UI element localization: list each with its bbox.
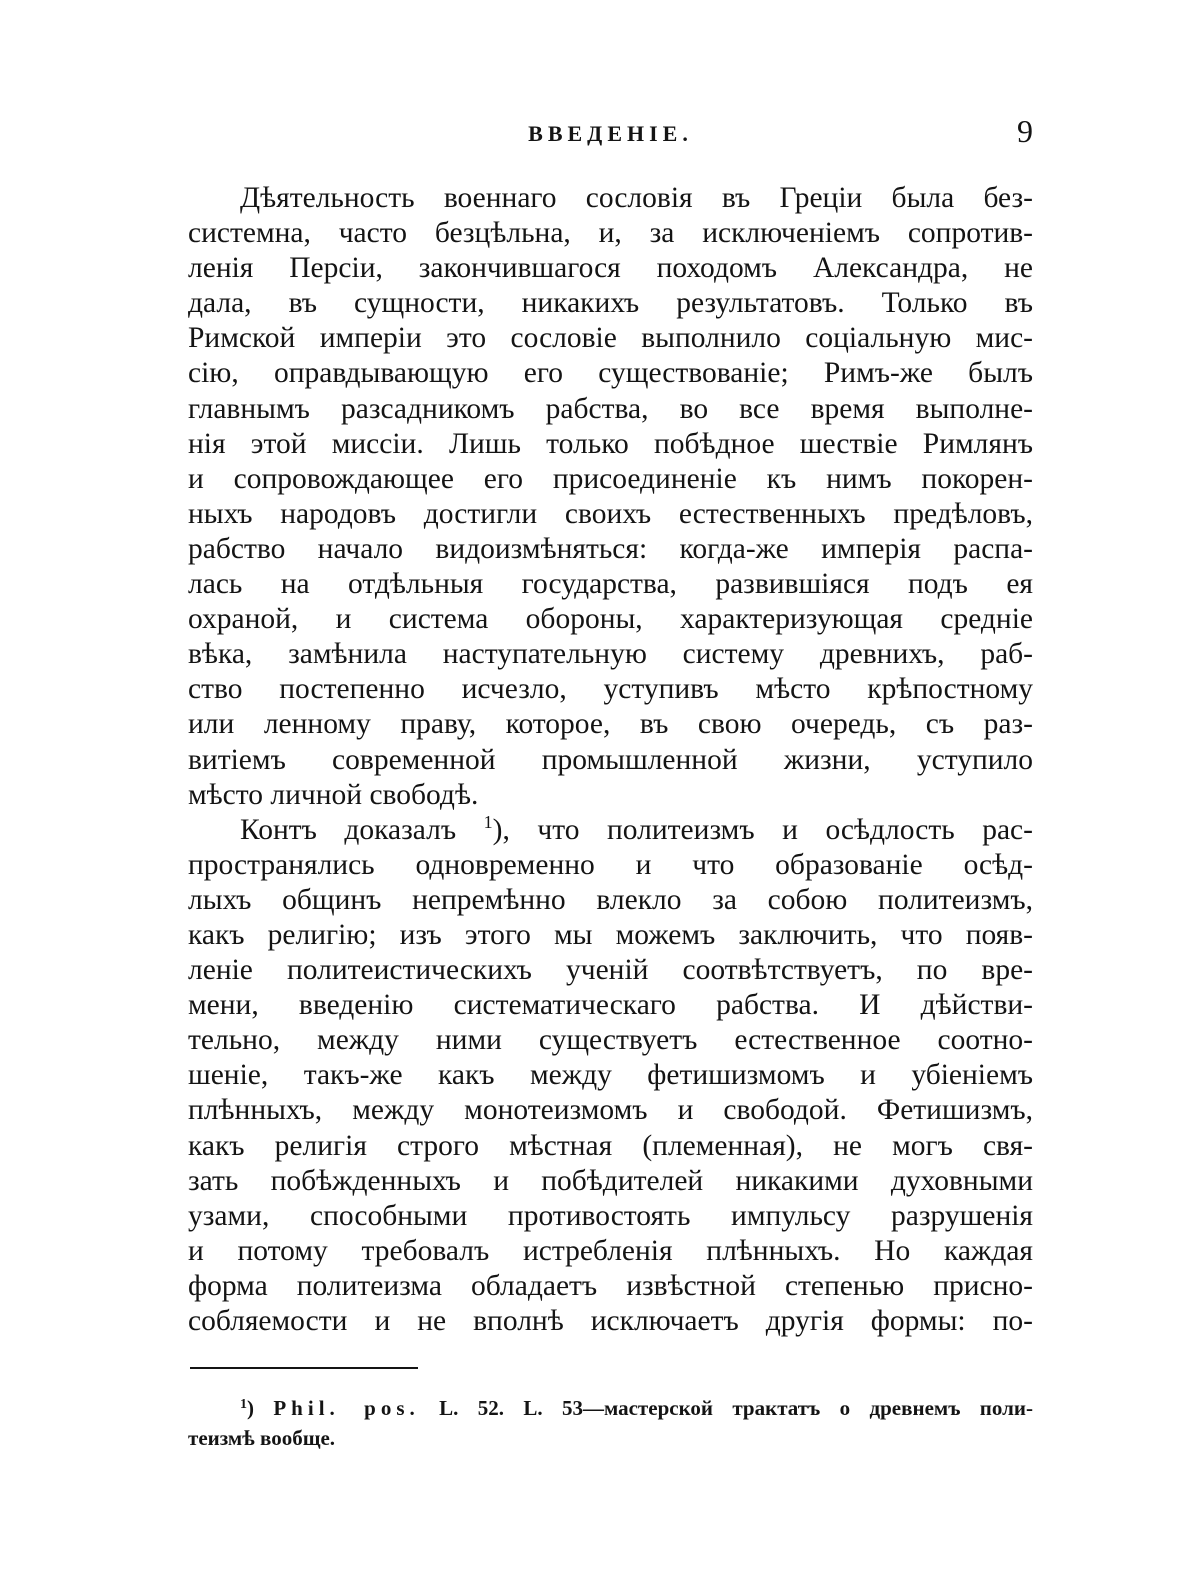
footnote-marker: $^1$) xyxy=(240,1396,274,1420)
footnote-line: теизмѣ вообще. xyxy=(188,1426,336,1450)
paragraph-line: и потому требовалъ истребленія плѣнныхъ. Но каждая xyxy=(188,1234,1033,1267)
paragraph-line: Дѣятельность военнаго сословія въ Греціи была без- xyxy=(240,182,1033,214)
paragraph-line: собляемости и не вполнѣ исключаетъ другія формы: по- xyxy=(188,1305,1033,1337)
footnote-source: Phil. pos. xyxy=(273,1396,420,1420)
paragraph-line: плѣнныхъ, между монотеизмомъ и свободой. Фетишизмъ, xyxy=(188,1094,1033,1127)
footnote-number: 1 xyxy=(240,1397,247,1412)
paragraph-line: форма политеизма обладаетъ извѣстной степенью присно- xyxy=(188,1269,1033,1302)
paragraph-line: дала, въ сущности, никакихъ результатовъ. Только въ xyxy=(188,287,1033,320)
paragraph-line: или ленному праву, которое, въ свою очередь, съ раз- xyxy=(188,708,1033,741)
running-head xyxy=(188,113,1033,153)
paragraph-line: леніе политеистическихъ ученій соотвѣтствуетъ, по вре- xyxy=(188,954,1033,987)
footnote-divider xyxy=(190,1367,418,1369)
paragraph-line: вѣка, замѣнила наступательную систему древнихъ, раб- xyxy=(188,638,1033,671)
paragraph-line: какъ религію; изъ этого мы можемъ заключить, что появ- xyxy=(188,918,1033,951)
paragraph-line: какъ религія строго мѣстная (племенная), не могъ свя- xyxy=(188,1129,1033,1162)
footnotes xyxy=(188,1393,1033,1453)
line-text: Контъ доказалъ xyxy=(240,813,484,846)
paragraph-line: узами, способными противостоять импульсу разрушенія xyxy=(188,1199,1033,1232)
running-title: ВВЕДЕНІЕ. xyxy=(528,121,693,146)
footnote-line xyxy=(188,1393,1033,1423)
paragraph-line: ныхъ народовъ достигли своихъ естественныхъ предѣловъ, xyxy=(188,497,1033,530)
paragraph-line: системна, часто безцѣльна, и, за исключеніемъ сопротив- xyxy=(188,217,1033,250)
paragraph-line: ство постепенно исчезло, уступивъ мѣсто крѣпостному xyxy=(188,673,1033,706)
line-text: ), что политеизмъ и осѣдлость рас- xyxy=(492,813,1033,846)
paragraph-line: Римской имперіи это сословіе выполнило соціальную мис- xyxy=(188,322,1033,355)
paragraph-line: мени, введенію систематическаго рабства. И дѣйстви- xyxy=(188,989,1033,1022)
footnote-reference: 1 xyxy=(483,812,493,832)
paragraph-line: тельно, между ними существуетъ естественное соотно- xyxy=(188,1024,1033,1057)
paragraph-line: главнымъ разсадникомъ рабства, во все время выполне- xyxy=(188,392,1033,425)
paragraph-line: лась на отдѣльныя государства, развившіяся подъ ея xyxy=(188,568,1033,601)
paragraph-line: мѣсто личной свободѣ. xyxy=(188,778,479,811)
paragraph-line: рабство начало видоизмѣняться: когда-же имперія распа- xyxy=(188,532,1033,565)
paragraph-line: лыхъ общинъ непремѣнно влекло за собою политеизмъ, xyxy=(188,883,1033,916)
footnote-text: L. 52. L. 53—мастерской трактатъ о древнемъ поли- xyxy=(419,1396,1033,1420)
paragraph-line: пространялись одновременно и что образованіе осѣд- xyxy=(188,848,1033,881)
paragraph-line: нія этой миссіи. Лишь только побѣдное шествіе Римлянъ xyxy=(188,427,1033,460)
paragraph-line-with-footnote-ref xyxy=(188,813,1033,848)
paragraph-line: и сопровождающее его присоединеніе къ нимъ покорен- xyxy=(188,462,1033,495)
paragraph-line: зать побѣжденныхъ и побѣдителей никакими духовными xyxy=(188,1164,1033,1197)
paragraph-line: охраной, и система обороны, характеризующая средніе xyxy=(188,603,1033,636)
page-number: 9 xyxy=(1017,113,1033,149)
paragraph-line: шеніе, такъ-же какъ между фетишизмомъ и убіеніемъ xyxy=(188,1059,1033,1092)
paragraph-line: витіемъ современной промышленной жизни, уступило xyxy=(188,743,1033,776)
paragraph-line: сію, оправдывающую его существованіе; Римъ-же былъ xyxy=(188,357,1033,390)
paragraph-line: ленія Персіи, закончившагося походомъ Александра, не xyxy=(188,252,1033,285)
body-text xyxy=(188,181,1033,1339)
